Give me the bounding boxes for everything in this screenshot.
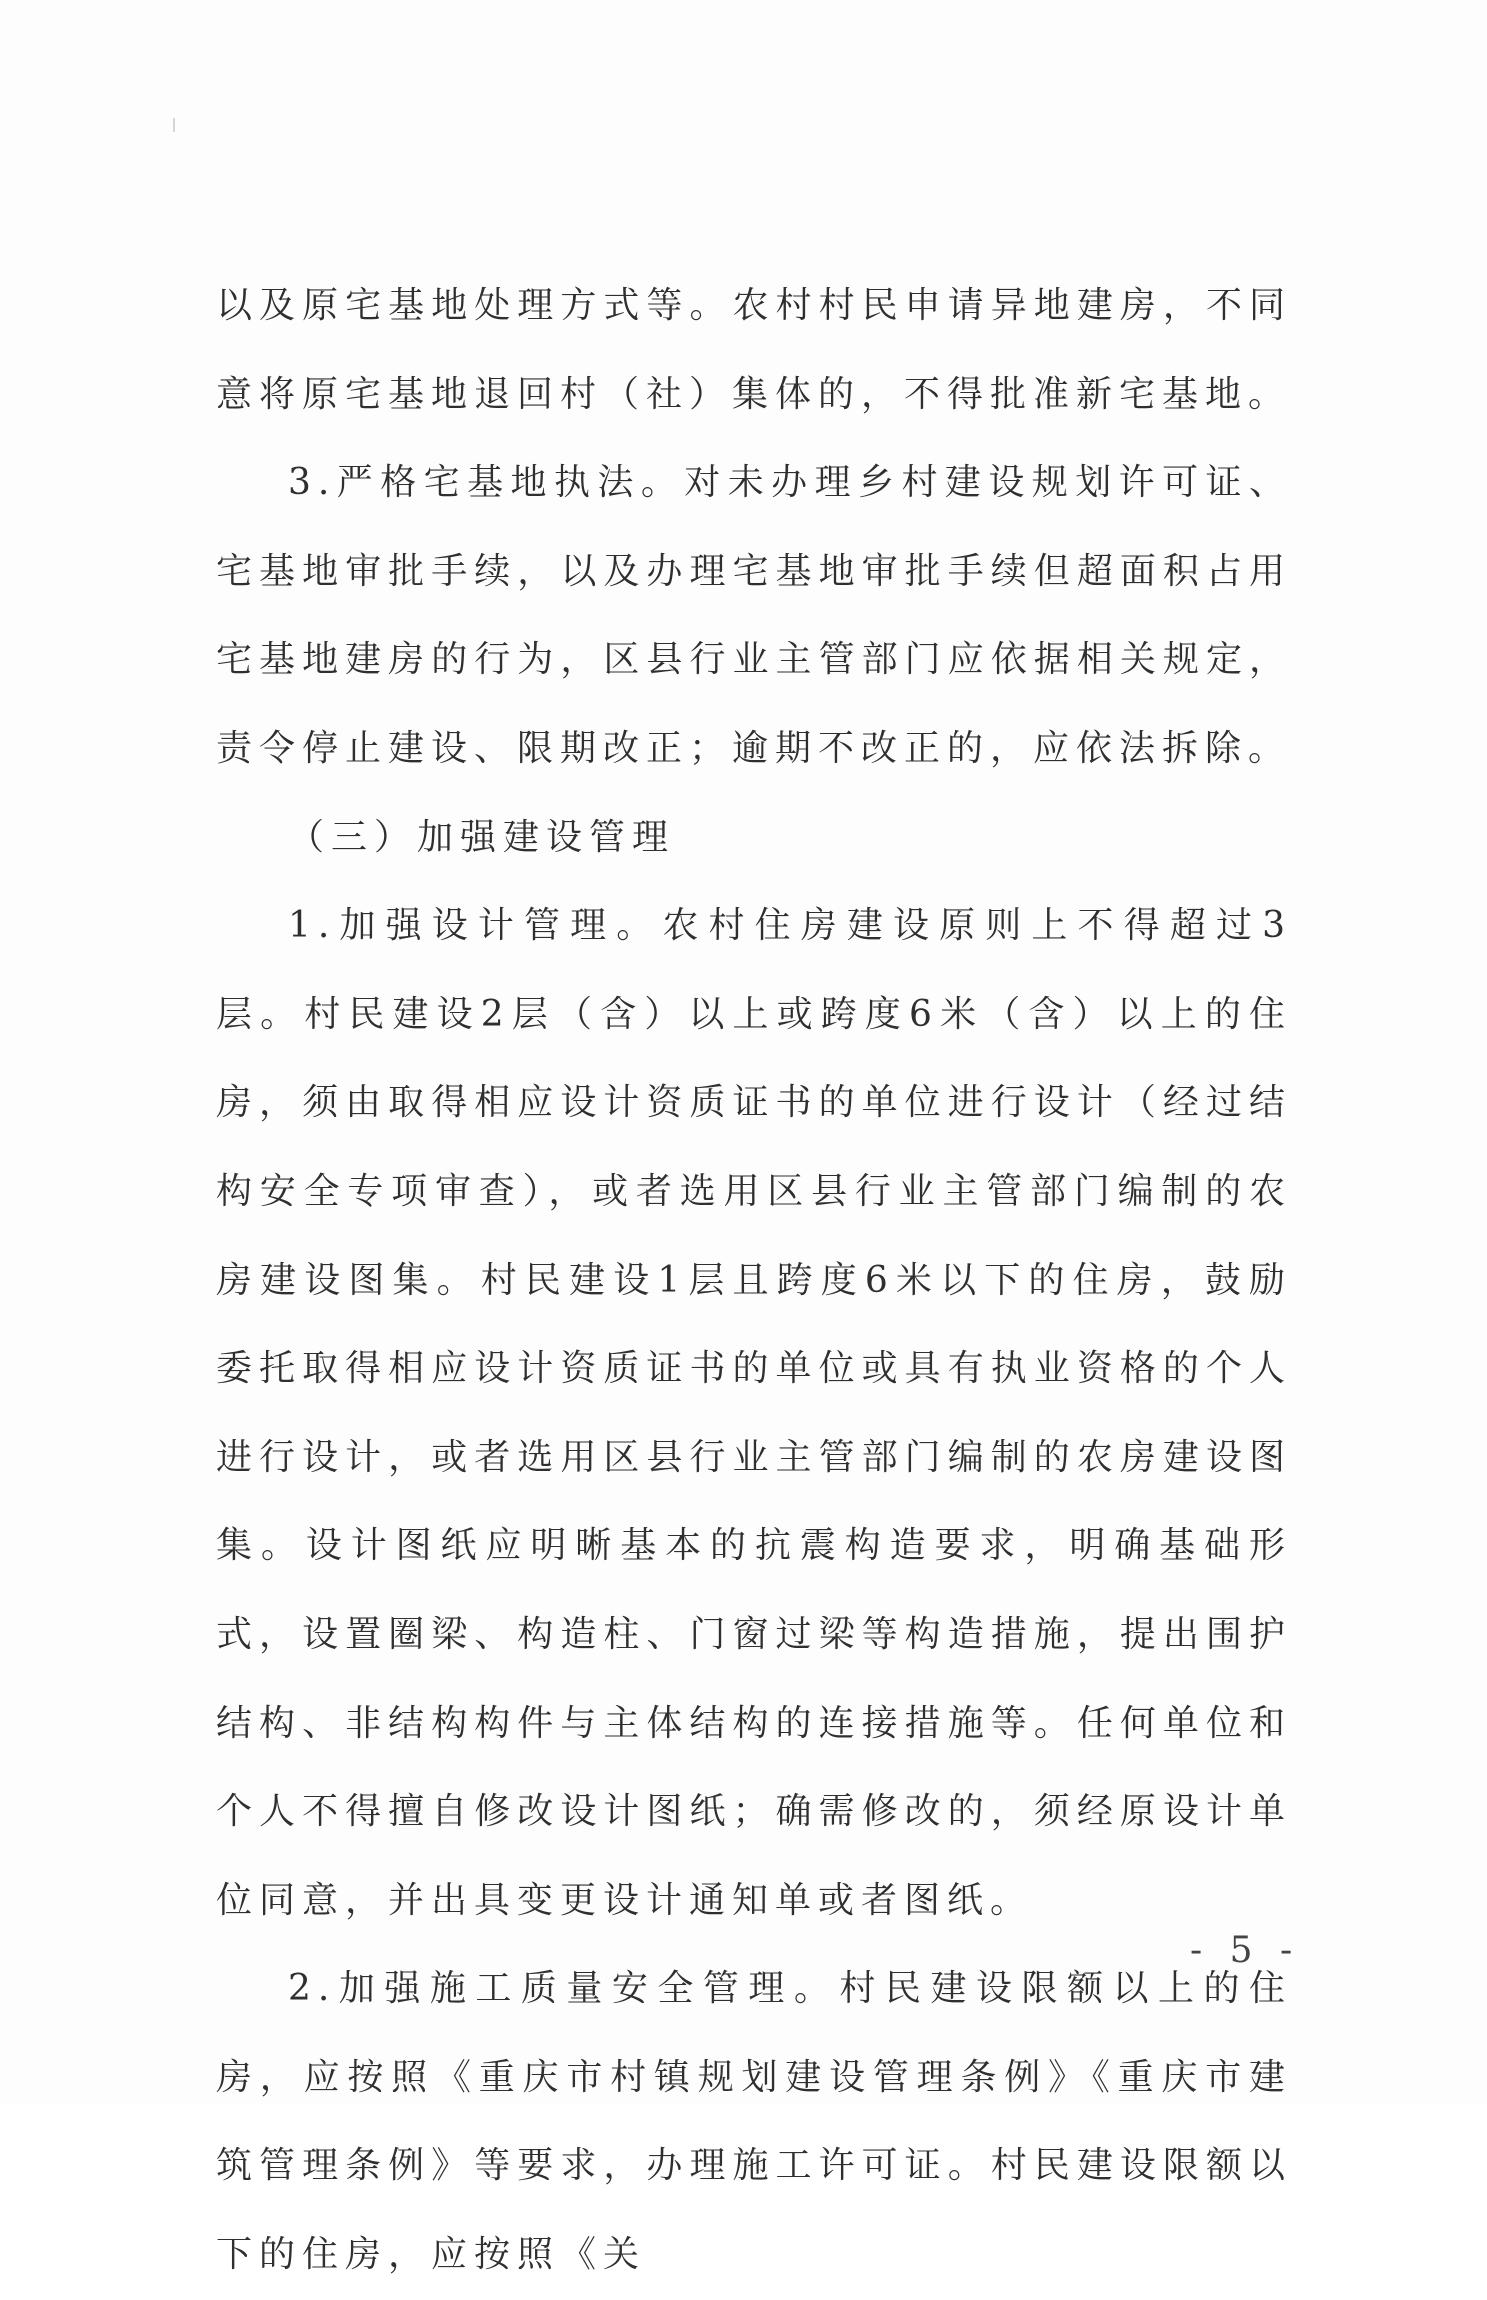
page-number: - 5 -	[1190, 1930, 1301, 1971]
document-body	[216, 262, 1292, 2300]
paragraph-2: 3.严格宅基地执法。对未办理乡村建设规划许可证、宅基地审批手续，以及办理宅基地审批手续但超面积占用宅基地建房的行为，区县行业主管部门应依据相关规定，责令停止建设、限期改正；逾期不改正的，应依法拆除。	[216, 462, 1292, 769]
paragraph-3: 1.加强设计管理。农村住房建设原则上不得超过3层。村民建设2层（含）以上或跨度6米（含）以上的住房，须由取得相应设计资质证书的单位进行设计（经过结构安全专项审查），或者选用区县行业主管部门编制的农房建设图集。村民建设1层且跨度6米以下的住房，鼓励委托取得相应设计资质证书的单位或具有执业资格的个人进行设计，或者选用区县行业主管部门编制的农房建设图集。设计图纸应明晰基本的抗震构造要求，明确基础形式，设置圈梁、构造柱、门窗过梁等构造措施，提出围护结构、非结构构件与主体结构的连接措施等。任何单位和个人不得擅自修改设计图纸；确需修改的，须经原设计单位同意，并出具变更设计通知单或者图纸。	[216, 905, 1292, 1921]
paragraph-4: 2.加强施工质量安全管理。村民建设限额以上的住房，应按照《重庆市村镇规划建设管理条例》《重庆市建筑管理条例》等要求，办理施工许可证。村民建设限额以下的住房，应按照《关	[216, 1968, 1292, 2276]
scan-artifact	[173, 118, 175, 132]
paragraph-1: 以及原宅基地处理方式等。农村村民申请异地建房，不同意将原宅基地退回村（社）集体的，不得批准新宅基地。	[216, 285, 1292, 415]
section-heading: （三）加强建设管理	[288, 816, 676, 858]
